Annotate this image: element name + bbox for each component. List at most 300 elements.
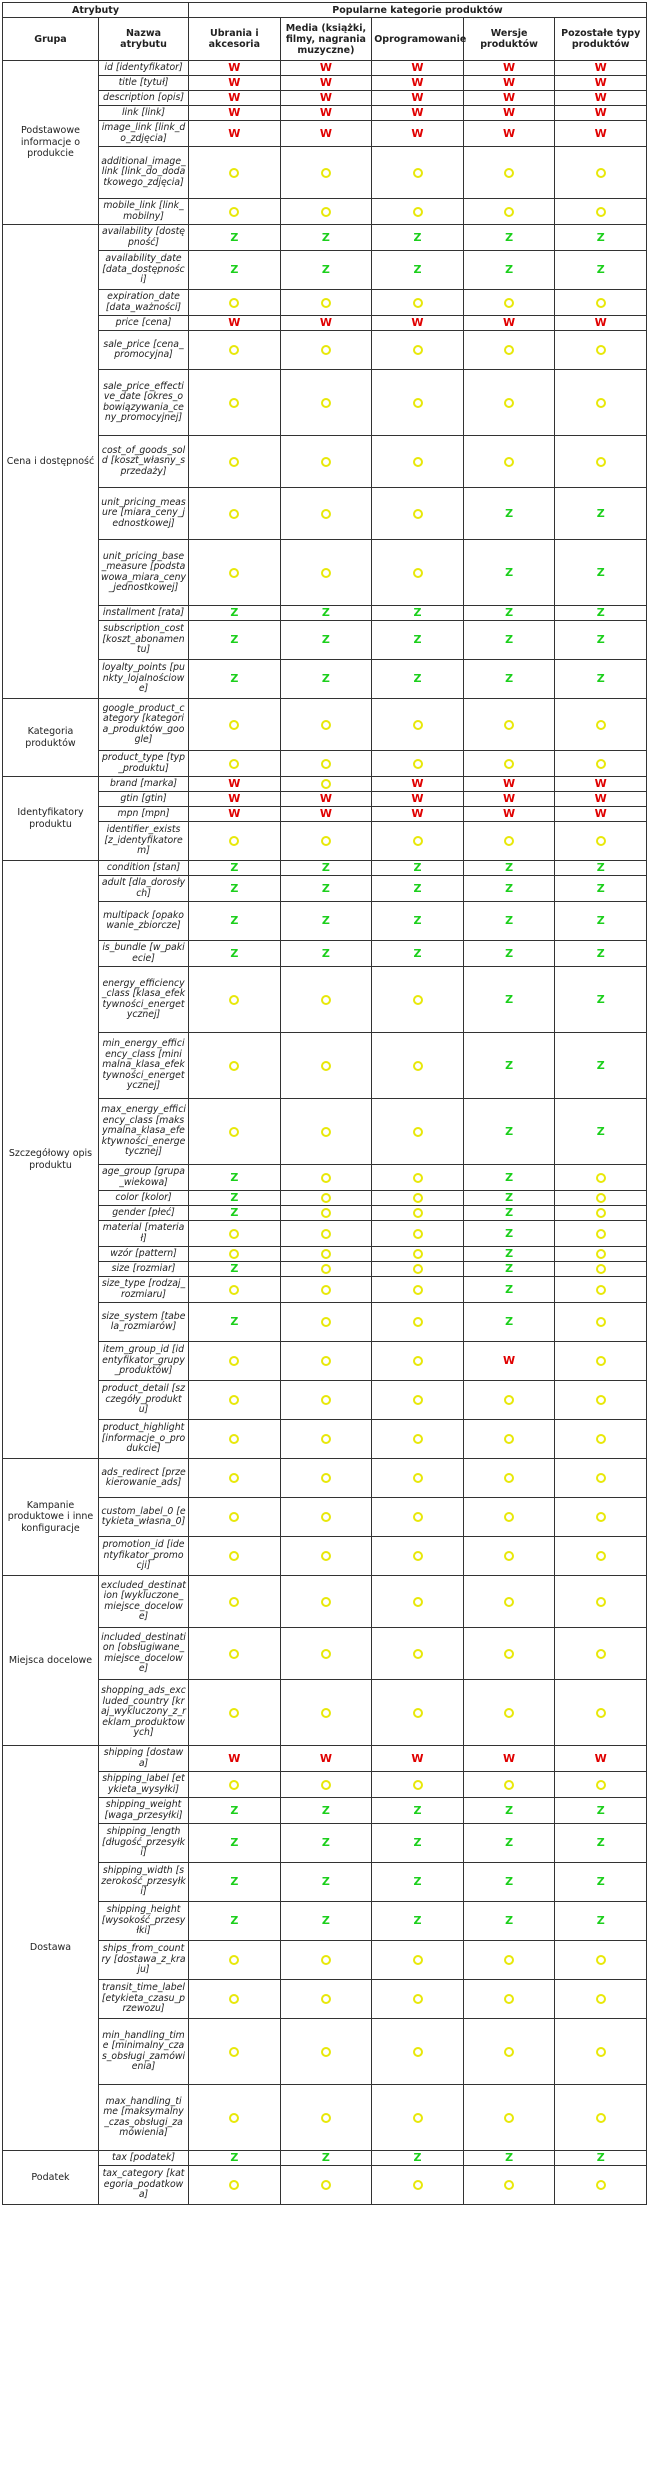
- requirement-cell: [463, 1381, 555, 1420]
- requirement-cell: [555, 251, 647, 290]
- group-name: Kategoria produktów: [3, 699, 99, 777]
- optional-circle-icon: [321, 2113, 331, 2123]
- optional-circle-icon: [413, 1127, 423, 1137]
- requirement-cell: [463, 2166, 555, 2205]
- requirement-cell: [189, 902, 281, 941]
- recommended-mark: Z: [505, 946, 514, 960]
- requirement-cell: [372, 1772, 464, 1798]
- required-mark: W: [228, 807, 241, 820]
- recommended-mark: Z: [596, 2151, 605, 2164]
- requirement-cell: [189, 1537, 281, 1576]
- attribute-name: cost_of_goods_sold [koszt_własny_sprzedaży]: [99, 436, 189, 488]
- recommended-mark: Z: [321, 263, 330, 276]
- requirement-cell: [189, 1221, 281, 1247]
- requirement-cell: [372, 1277, 464, 1303]
- optional-circle-icon: [321, 298, 331, 308]
- optional-circle-icon: [229, 1127, 239, 1137]
- table-row: [3, 121, 647, 147]
- attribute-name: size_system [tabela_rozmiarów]: [99, 1303, 189, 1342]
- requirement-cell: [555, 1863, 647, 1902]
- optional-circle-icon: [596, 1173, 606, 1183]
- optional-circle-icon: [596, 1512, 606, 1522]
- requirement-cell: [555, 861, 647, 876]
- optional-circle-icon: [504, 345, 514, 355]
- requirement-cell: [555, 1459, 647, 1498]
- requirement-cell: [372, 540, 464, 606]
- required-mark: W: [319, 91, 332, 104]
- requirement-cell: [372, 1342, 464, 1381]
- requirement-cell: [280, 1576, 372, 1628]
- requirement-cell: [463, 251, 555, 290]
- requirement-cell: [555, 876, 647, 902]
- requirement-cell: [463, 1459, 555, 1498]
- recommended-mark: Z: [596, 1058, 605, 1072]
- table-row: [3, 2151, 647, 2166]
- requirement-cell: [372, 876, 464, 902]
- requirement-cell: [280, 660, 372, 699]
- requirement-cell: [280, 1498, 372, 1537]
- recommended-mark: Z: [505, 506, 514, 520]
- requirement-cell: [372, 106, 464, 121]
- requirement-cell: [189, 1576, 281, 1628]
- requirement-cell: [463, 1746, 555, 1772]
- optional-circle-icon: [413, 836, 423, 846]
- optional-circle-icon: [596, 1285, 606, 1295]
- requirement-cell: [189, 370, 281, 436]
- requirement-cell: [189, 1420, 281, 1459]
- requirement-cell: [555, 1680, 647, 1746]
- requirement-cell: [280, 488, 372, 540]
- recommended-mark: Z: [505, 881, 514, 895]
- recommended-mark: Z: [230, 946, 239, 960]
- recommended-mark: Z: [413, 606, 422, 619]
- requirement-cell: [280, 331, 372, 370]
- table-row: [3, 488, 647, 540]
- header-category-clothing: Ubrania i akcesoria: [189, 18, 281, 61]
- requirement-cell: [280, 225, 372, 251]
- optional-circle-icon: [229, 995, 239, 1005]
- recommended-mark: Z: [505, 1206, 514, 1219]
- optional-circle-icon: [321, 1193, 331, 1203]
- header-popular-categories: Popularne kategorie produktów: [189, 3, 647, 18]
- recommended-mark: Z: [596, 1914, 605, 1927]
- recommended-mark: Z: [413, 1914, 422, 1927]
- attribute-name: mobile_link [link_mobilny]: [99, 199, 189, 225]
- requirement-cell: [555, 106, 647, 121]
- optional-circle-icon: [229, 1649, 239, 1659]
- requirement-cell: [280, 1206, 372, 1221]
- recommended-mark: Z: [505, 1226, 514, 1240]
- optional-circle-icon: [321, 1208, 331, 1218]
- optional-circle-icon: [504, 1597, 514, 1607]
- optional-circle-icon: [229, 1780, 239, 1790]
- requirement-cell: [372, 861, 464, 876]
- attribute-name: adult [dla_dorosłych]: [99, 876, 189, 902]
- requirement-cell: [372, 1420, 464, 1459]
- optional-circle-icon: [413, 207, 423, 217]
- required-mark: W: [503, 106, 516, 119]
- recommended-mark: Z: [230, 1914, 239, 1927]
- requirement-cell: [189, 1303, 281, 1342]
- recommended-mark: Z: [230, 633, 239, 646]
- requirement-cell: [280, 1863, 372, 1902]
- requirement-cell: [372, 290, 464, 316]
- group-name: Identyfikatory produktu: [3, 777, 99, 861]
- optional-circle-icon: [413, 995, 423, 1005]
- requirement-cell: [463, 699, 555, 751]
- optional-circle-icon: [596, 2113, 606, 2123]
- optional-circle-icon: [229, 345, 239, 355]
- optional-circle-icon: [321, 1597, 331, 1607]
- optional-circle-icon: [413, 398, 423, 408]
- optional-circle-icon: [413, 1473, 423, 1483]
- optional-circle-icon: [413, 2113, 423, 2123]
- requirement-cell: [189, 316, 281, 331]
- optional-circle-icon: [229, 457, 239, 467]
- required-mark: W: [594, 316, 607, 329]
- optional-circle-icon: [596, 1229, 606, 1239]
- recommended-mark: Z: [230, 914, 239, 927]
- recommended-mark: Z: [321, 2151, 330, 2164]
- requirement-cell: [280, 1247, 372, 1262]
- requirement-cell: [555, 621, 647, 660]
- requirement-cell: [189, 1824, 281, 1863]
- requirement-cell: [463, 61, 555, 76]
- group-name: Dostawa: [3, 1746, 99, 2151]
- requirement-cell: [280, 777, 372, 792]
- requirement-cell: [372, 147, 464, 199]
- recommended-mark: Z: [230, 1803, 239, 1817]
- requirement-cell: [555, 1628, 647, 1680]
- table-row: [3, 876, 647, 902]
- requirement-cell: [463, 606, 555, 621]
- optional-circle-icon: [321, 1649, 331, 1659]
- group-name: Cena i dostępność: [3, 225, 99, 699]
- requirement-cell: [280, 792, 372, 807]
- table-row: [3, 1221, 647, 1247]
- required-mark: W: [228, 91, 241, 104]
- requirement-cell: [555, 290, 647, 316]
- requirement-cell: [189, 2085, 281, 2151]
- recommended-mark: Z: [505, 1914, 514, 1927]
- table-row: [3, 1863, 647, 1902]
- attribute-name: shipping_height [wysokość_przesyłki]: [99, 1902, 189, 1941]
- requirement-cell: [372, 1941, 464, 1980]
- requirement-cell: [189, 1772, 281, 1798]
- requirement-cell: [189, 1628, 281, 1680]
- attribute-name: max_energy_efficiency_class [maksymalna_klasa_efektywności_energetycznej]: [99, 1099, 189, 1165]
- header-attribute-name: Nazwa atrybutu: [99, 18, 189, 61]
- attribute-name: energy_efficiency_class [klasa_efektywności_energetycznej]: [99, 967, 189, 1033]
- optional-circle-icon: [321, 1512, 331, 1522]
- attribute-name: shipping_weight [waga_przesyłki]: [99, 1798, 189, 1824]
- requirement-cell: [555, 941, 647, 967]
- required-mark: W: [228, 106, 241, 119]
- requirement-cell: [280, 436, 372, 488]
- optional-circle-icon: [596, 1708, 606, 1718]
- requirement-cell: [463, 1824, 555, 1863]
- requirement-cell: [555, 1247, 647, 1262]
- recommended-mark: Z: [321, 946, 330, 960]
- optional-circle-icon: [321, 1551, 331, 1561]
- requirement-cell: [280, 1420, 372, 1459]
- optional-circle-icon: [504, 1955, 514, 1965]
- optional-circle-icon: [229, 1473, 239, 1483]
- group-name: Kampanie produktowe i inne konfiguracje: [3, 1459, 99, 1576]
- requirement-cell: [555, 902, 647, 941]
- requirement-cell: [280, 1824, 372, 1863]
- optional-circle-icon: [504, 1473, 514, 1483]
- table-row: [3, 1420, 647, 1459]
- optional-circle-icon: [413, 1061, 423, 1071]
- required-mark: W: [411, 76, 424, 89]
- attribute-name: title [tytuł]: [99, 76, 189, 91]
- required-mark: W: [411, 777, 424, 790]
- requirement-cell: [463, 1277, 555, 1303]
- optional-circle-icon: [413, 1434, 423, 1444]
- required-mark: W: [503, 76, 516, 89]
- requirement-cell: [463, 91, 555, 106]
- requirement-cell: [189, 147, 281, 199]
- requirement-cell: [189, 121, 281, 147]
- recommended-mark: Z: [321, 672, 330, 685]
- requirement-cell: [280, 751, 372, 777]
- required-mark: W: [594, 76, 607, 89]
- optional-circle-icon: [229, 1285, 239, 1295]
- requirement-cell: [555, 76, 647, 91]
- optional-circle-icon: [413, 509, 423, 519]
- requirement-cell: [280, 967, 372, 1033]
- requirement-cell: [372, 822, 464, 861]
- table-row: [3, 807, 647, 822]
- optional-circle-icon: [504, 2180, 514, 2190]
- requirement-cell: [463, 941, 555, 967]
- requirement-cell: [463, 1980, 555, 2019]
- optional-circle-icon: [321, 398, 331, 408]
- table-row: [3, 1191, 647, 1206]
- requirement-cell: [555, 1772, 647, 1798]
- recommended-mark: Z: [413, 946, 422, 960]
- requirement-cell: [372, 436, 464, 488]
- optional-circle-icon: [229, 509, 239, 519]
- requirement-cell: [463, 488, 555, 540]
- requirement-cell: [463, 370, 555, 436]
- required-mark: W: [319, 61, 332, 74]
- table-row: [3, 91, 647, 106]
- optional-circle-icon: [413, 2047, 423, 2057]
- optional-circle-icon: [504, 168, 514, 178]
- recommended-mark: Z: [596, 861, 605, 874]
- optional-circle-icon: [321, 568, 331, 578]
- attribute-name: google_product_category [kategoria_produktów_google]: [99, 699, 189, 751]
- requirement-cell: [555, 822, 647, 861]
- requirement-cell: [555, 1303, 647, 1342]
- required-mark: W: [228, 76, 241, 89]
- requirement-cell: [555, 1099, 647, 1165]
- recommended-mark: Z: [230, 861, 239, 874]
- requirement-cell: [189, 792, 281, 807]
- requirement-cell: [555, 1342, 647, 1381]
- requirement-cell: [280, 621, 372, 660]
- requirement-cell: [280, 699, 372, 751]
- optional-circle-icon: [321, 1317, 331, 1327]
- requirement-cell: [463, 660, 555, 699]
- attribute-name: tax_category [kategoria_podatkowa]: [99, 2166, 189, 2205]
- recommended-mark: Z: [230, 672, 239, 685]
- attribute-name: id [identyfikator]: [99, 61, 189, 76]
- optional-circle-icon: [229, 720, 239, 730]
- optional-circle-icon: [321, 1356, 331, 1366]
- optional-circle-icon: [321, 1955, 331, 1965]
- requirement-cell: [463, 1498, 555, 1537]
- requirement-cell: [463, 1206, 555, 1221]
- optional-circle-icon: [321, 1434, 331, 1444]
- requirement-cell: [463, 1247, 555, 1262]
- optional-circle-icon: [504, 1708, 514, 1718]
- requirement-cell: [555, 199, 647, 225]
- requirement-cell: [280, 76, 372, 91]
- required-mark: W: [228, 777, 241, 790]
- required-mark: W: [319, 106, 332, 119]
- requirement-cell: [280, 316, 372, 331]
- optional-circle-icon: [596, 457, 606, 467]
- recommended-mark: Z: [505, 1262, 514, 1275]
- requirement-cell: [189, 1798, 281, 1824]
- recommended-mark: Z: [321, 230, 330, 244]
- requirement-cell: [463, 1099, 555, 1165]
- recommended-mark: Z: [230, 1191, 239, 1204]
- requirement-cell: [372, 902, 464, 941]
- optional-circle-icon: [596, 1395, 606, 1405]
- recommended-mark: Z: [505, 633, 514, 646]
- optional-circle-icon: [321, 836, 331, 846]
- requirement-cell: [555, 777, 647, 792]
- requirement-cell: [280, 1303, 372, 1342]
- requirement-cell: [280, 1941, 372, 1980]
- table-row: [3, 1303, 647, 1342]
- requirement-cell: [280, 91, 372, 106]
- requirement-cell: [463, 316, 555, 331]
- optional-circle-icon: [229, 1708, 239, 1718]
- requirement-cell: [189, 751, 281, 777]
- attribute-name: color [kolor]: [99, 1191, 189, 1206]
- requirement-cell: [280, 1980, 372, 2019]
- requirement-cell: [555, 1902, 647, 1941]
- attribute-name: shipping_length [długość_przesyłki]: [99, 1824, 189, 1863]
- requirement-cell: [372, 225, 464, 251]
- requirement-cell: [189, 1165, 281, 1191]
- attribute-name: item_group_id [identyfikator_grupy_produktów]: [99, 1342, 189, 1381]
- attribute-name: unit_pricing_base_measure [podstawowa_miara_ceny_jednostkowej]: [99, 540, 189, 606]
- requirement-cell: [463, 1941, 555, 1980]
- requirement-cell: [555, 1537, 647, 1576]
- attribute-name: size_type [rodzaj_rozmiaru]: [99, 1277, 189, 1303]
- optional-circle-icon: [321, 457, 331, 467]
- group-name: Szczegółowy opis produktu: [3, 861, 99, 1459]
- optional-circle-icon: [504, 1551, 514, 1561]
- optional-circle-icon: [413, 298, 423, 308]
- requirement-cell: [372, 1628, 464, 1680]
- required-mark: W: [411, 1751, 424, 1765]
- optional-circle-icon: [596, 207, 606, 217]
- table-row: [3, 1033, 647, 1099]
- requirement-cell: [372, 1798, 464, 1824]
- requirement-cell: [463, 2085, 555, 2151]
- required-mark: W: [594, 807, 607, 820]
- requirement-cell: [189, 1746, 281, 1772]
- requirement-cell: [555, 751, 647, 777]
- requirement-cell: [189, 1191, 281, 1206]
- requirement-cell: [372, 1980, 464, 2019]
- table-row: [3, 1537, 647, 1576]
- optional-circle-icon: [504, 398, 514, 408]
- requirement-cell: [189, 1033, 281, 1099]
- optional-circle-icon: [413, 168, 423, 178]
- requirement-cell: [463, 331, 555, 370]
- optional-circle-icon: [413, 1317, 423, 1327]
- requirement-cell: [463, 1537, 555, 1576]
- optional-circle-icon: [321, 1173, 331, 1183]
- table-row: [3, 861, 647, 876]
- requirement-cell: [189, 1459, 281, 1498]
- requirement-cell: [372, 1099, 464, 1165]
- recommended-mark: Z: [413, 1875, 422, 1888]
- requirement-cell: [280, 290, 372, 316]
- requirement-cell: [280, 876, 372, 902]
- required-mark: W: [503, 91, 516, 104]
- recommended-mark: Z: [321, 1914, 330, 1927]
- optional-circle-icon: [504, 2047, 514, 2057]
- requirement-cell: [280, 1262, 372, 1277]
- requirement-cell: [189, 777, 281, 792]
- requirement-cell: [372, 1303, 464, 1342]
- attribute-name: wzór [pattern]: [99, 1247, 189, 1262]
- requirement-cell: [555, 1498, 647, 1537]
- recommended-mark: Z: [596, 1875, 605, 1888]
- requirement-cell: [372, 1902, 464, 1941]
- optional-circle-icon: [413, 1249, 423, 1259]
- required-mark: W: [503, 316, 516, 329]
- requirement-cell: [555, 436, 647, 488]
- optional-circle-icon: [504, 836, 514, 846]
- requirement-cell: [280, 1746, 372, 1772]
- requirement-cell: [189, 290, 281, 316]
- optional-circle-icon: [504, 1434, 514, 1444]
- required-mark: W: [319, 807, 332, 820]
- requirement-cell: [463, 1165, 555, 1191]
- optional-circle-icon: [413, 1994, 423, 2004]
- requirement-cell: [555, 1165, 647, 1191]
- optional-circle-icon: [321, 720, 331, 730]
- optional-circle-icon: [229, 168, 239, 178]
- recommended-mark: Z: [230, 1206, 239, 1219]
- requirement-cell: [280, 1381, 372, 1420]
- required-mark: W: [411, 316, 424, 329]
- recommended-mark: Z: [230, 1875, 239, 1888]
- table-row: [3, 1247, 647, 1262]
- attribute-name: description [opis]: [99, 91, 189, 106]
- requirement-cell: [555, 1206, 647, 1221]
- requirement-cell: [372, 488, 464, 540]
- recommended-mark: Z: [505, 1875, 514, 1888]
- requirement-cell: [463, 199, 555, 225]
- required-mark: W: [228, 316, 241, 329]
- attribute-name: sale_price_effective_date [okres_obowiązywania_ceny_promocyjnej]: [99, 370, 189, 436]
- requirement-cell: [372, 61, 464, 76]
- optional-circle-icon: [229, 2113, 239, 2123]
- requirement-cell: [555, 1262, 647, 1277]
- optional-circle-icon: [413, 1955, 423, 1965]
